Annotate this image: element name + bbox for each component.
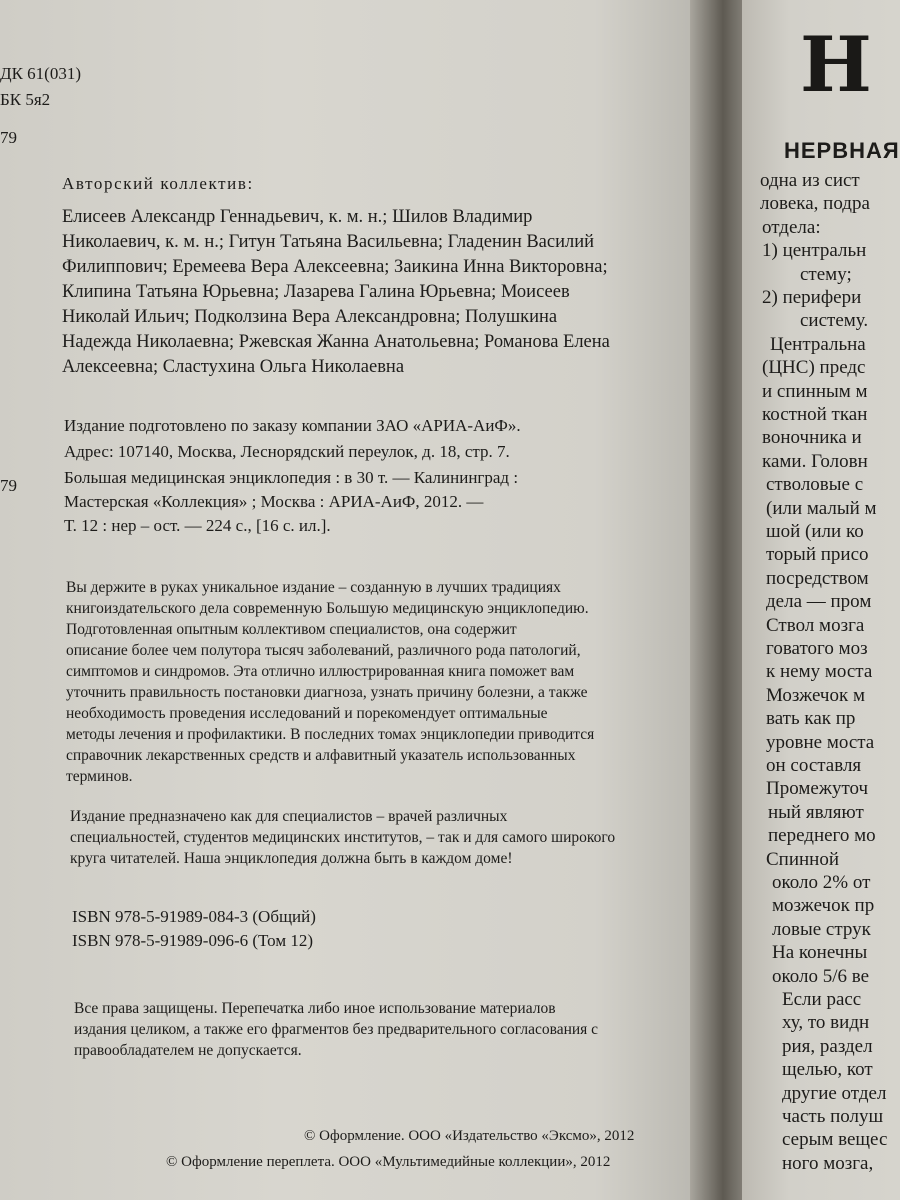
section-letter: Н — [800, 20, 872, 109]
right-page-line: дела — пром — [766, 591, 872, 613]
isbn-general: ISBN 978-5-91989-084-3 (Общий) — [72, 907, 316, 926]
copyright-design: © Оформление. ООО «Издательство «Эксмо», 2012 — [304, 1128, 635, 1144]
rights-line: Все права защищены. Перепечатка либо иное использование материалов — [74, 1000, 556, 1017]
annotation-line: Подготовленная опытным коллективом специалистов, она содержит — [66, 621, 517, 638]
right-page-line: к нему моста — [766, 661, 873, 683]
right-page-line: ловые струк — [772, 918, 871, 940]
annotation-line: симптомов и синдромов. Эта отлично иллюстрированная книга поможет вам — [66, 663, 575, 680]
right-page-line: торый присо — [766, 544, 869, 566]
authors-line: Николаевич, к. м. н.; Гитун Татьяна Васильевна; Гладенин Василий — [62, 232, 595, 252]
right-page-line: часть полуш — [782, 1106, 884, 1127]
annotation-line: справочник лекарственных средств и алфавитный указатель использованных — [66, 747, 576, 764]
authors-line: Надежда Николаевна; Ржевская Жанна Анатольевна; Романова Елена — [62, 332, 610, 352]
biblio-line: Мастерская «Коллекция» ; Москва : АРИА-АиФ, 2012. — — [64, 492, 484, 511]
biblio-line: Большая медицинская энциклопедия : в 30 т. — Калининград : — [64, 468, 519, 487]
right-page-line: около 5/6 ве — [772, 965, 870, 987]
right-page-line: ного мозга, — [782, 1152, 874, 1174]
isbn-volume: ISBN 978-5-91989-096-6 (Том 12) — [72, 931, 313, 950]
right-page-line: одна из сист — [760, 170, 860, 191]
right-page-line: вать как пр — [766, 708, 856, 730]
right-page-line: 1) центральн — [762, 240, 867, 262]
right-page-line: Мозжечок м — [766, 684, 865, 706]
authors-line: Елисеев Александр Геннадьевич, к. м. н.; Шилов Владимир — [62, 207, 533, 227]
right-page-line: он составля — [766, 755, 862, 776]
right-page-line: воночника и — [762, 427, 862, 449]
author-mark-code: 79 — [0, 128, 17, 147]
annotation-line: уточнить правильность постановки диагноза, узнать причину болезни, а также — [66, 684, 588, 701]
right-page-line: костной ткан — [762, 404, 868, 425]
right-page-line: стволовые с — [766, 474, 864, 496]
right-page-line: Спинной — [766, 848, 840, 870]
right-page-line: мозжечок пр — [772, 895, 875, 917]
rights-line: правообладателем не допускается. — [74, 1042, 302, 1059]
rights-line: издания целиком, а также его фрагментов без предварительного согласования с — [74, 1021, 599, 1038]
authors-line: Клипина Татьяна Юрьевна; Лазарева Галина Юрьевна; Моисеев — [62, 282, 570, 302]
right-page-line: Промежуточ — [766, 778, 869, 800]
authors-line: Николай Ильич; Подколзина Вера Александровна; Полушкина — [62, 307, 558, 327]
right-page-line: посредством — [766, 567, 869, 589]
authors-label: Авторский коллектив: — [62, 174, 254, 193]
right-page-line: ловека, подра — [760, 193, 870, 215]
annotation-line: методы лечения и профилактики. В последних томах энциклопедии приводится — [66, 726, 595, 743]
annotation-line: Вы держите в руках уникальное издание – созданную в лучших традициях — [66, 579, 561, 596]
bbk-code: БК 5я2 — [0, 90, 51, 109]
audience-line: круга читателей. Наша энциклопедия должна быть в каждом доме! — [70, 850, 513, 867]
right-page-line: (или малый м — [766, 497, 877, 519]
audience-line: специальностей, студентов медицинских институтов, – так и для самого широкого — [70, 829, 616, 846]
right-page-line: уровне моста — [766, 731, 875, 753]
right-page-line: ху, то видн — [782, 1012, 870, 1034]
right-page-line: шой (или ко — [766, 521, 864, 542]
audience-line: Издание предназначено как для специалистов – врачей различных — [70, 808, 508, 825]
right-page-line: переднего мо — [768, 825, 876, 847]
right-page-line: говатого моз — [766, 638, 868, 659]
right-page-line: серым вещес — [782, 1129, 888, 1151]
publisher-address: Адрес: 107140, Москва, Леснорядский переулок, д. 18, стр. 7. — [64, 442, 510, 461]
annotation-line: книгоиздательского дела современную Большую медицинскую энциклопедию. — [66, 600, 589, 617]
right-page-line: Ствол мозга — [766, 614, 865, 636]
book-gutter — [690, 0, 750, 1200]
author-mark-code: 79 — [0, 476, 17, 495]
right-page-line: и спинным м — [762, 380, 868, 402]
right-page-line: ками. Головн — [762, 450, 868, 472]
right-page-line: другие отдел — [782, 1082, 887, 1104]
right-page-line: систему. — [800, 310, 869, 332]
right-page-line: Центральна — [770, 333, 866, 355]
right-page-line: рия, раздел — [782, 1035, 873, 1057]
authors-line: Алексеевна; Сластухина Ольга Николаевна — [62, 357, 405, 377]
udk-code: ДК 61(031) — [0, 64, 82, 83]
biblio-line: Т. 12 : нер – ост. — 224 с., [16 с. ил.]. — [64, 516, 331, 535]
copyright-binding: © Оформление переплета. ООО «Мультимедийные коллекции», 2012 — [166, 1154, 611, 1170]
right-page-line: щелью, кот — [782, 1059, 873, 1081]
annotation-line: необходимость проведения исследований и порекомендует оптимальные — [66, 705, 548, 722]
annotation-line: терминов. — [66, 768, 133, 785]
article-heading: НЕРВНАЯ — [784, 138, 900, 163]
right-page-line: около 2% от — [772, 872, 871, 893]
right-page-line: 2) перифери — [762, 287, 862, 308]
right-page-line: отдела: — [762, 216, 821, 238]
authors-line: Филиппович; Еремеева Вера Алексеевна; Заикина Инна Викторовна; — [62, 257, 608, 277]
right-page-line: ный являют — [768, 801, 864, 823]
right-page-line: (ЦНС) предс — [762, 357, 866, 379]
right-page-line: На конечны — [772, 942, 868, 964]
order-note: Издание подготовлено по заказу компании ЗАО «АРИА-АиФ». — [64, 416, 521, 435]
right-page-line: Если расс — [782, 989, 862, 1010]
right-page-line: стему; — [800, 263, 852, 285]
annotation-line: описание более чем полутора тысяч заболеваний, различного рода патологий, — [66, 642, 581, 659]
